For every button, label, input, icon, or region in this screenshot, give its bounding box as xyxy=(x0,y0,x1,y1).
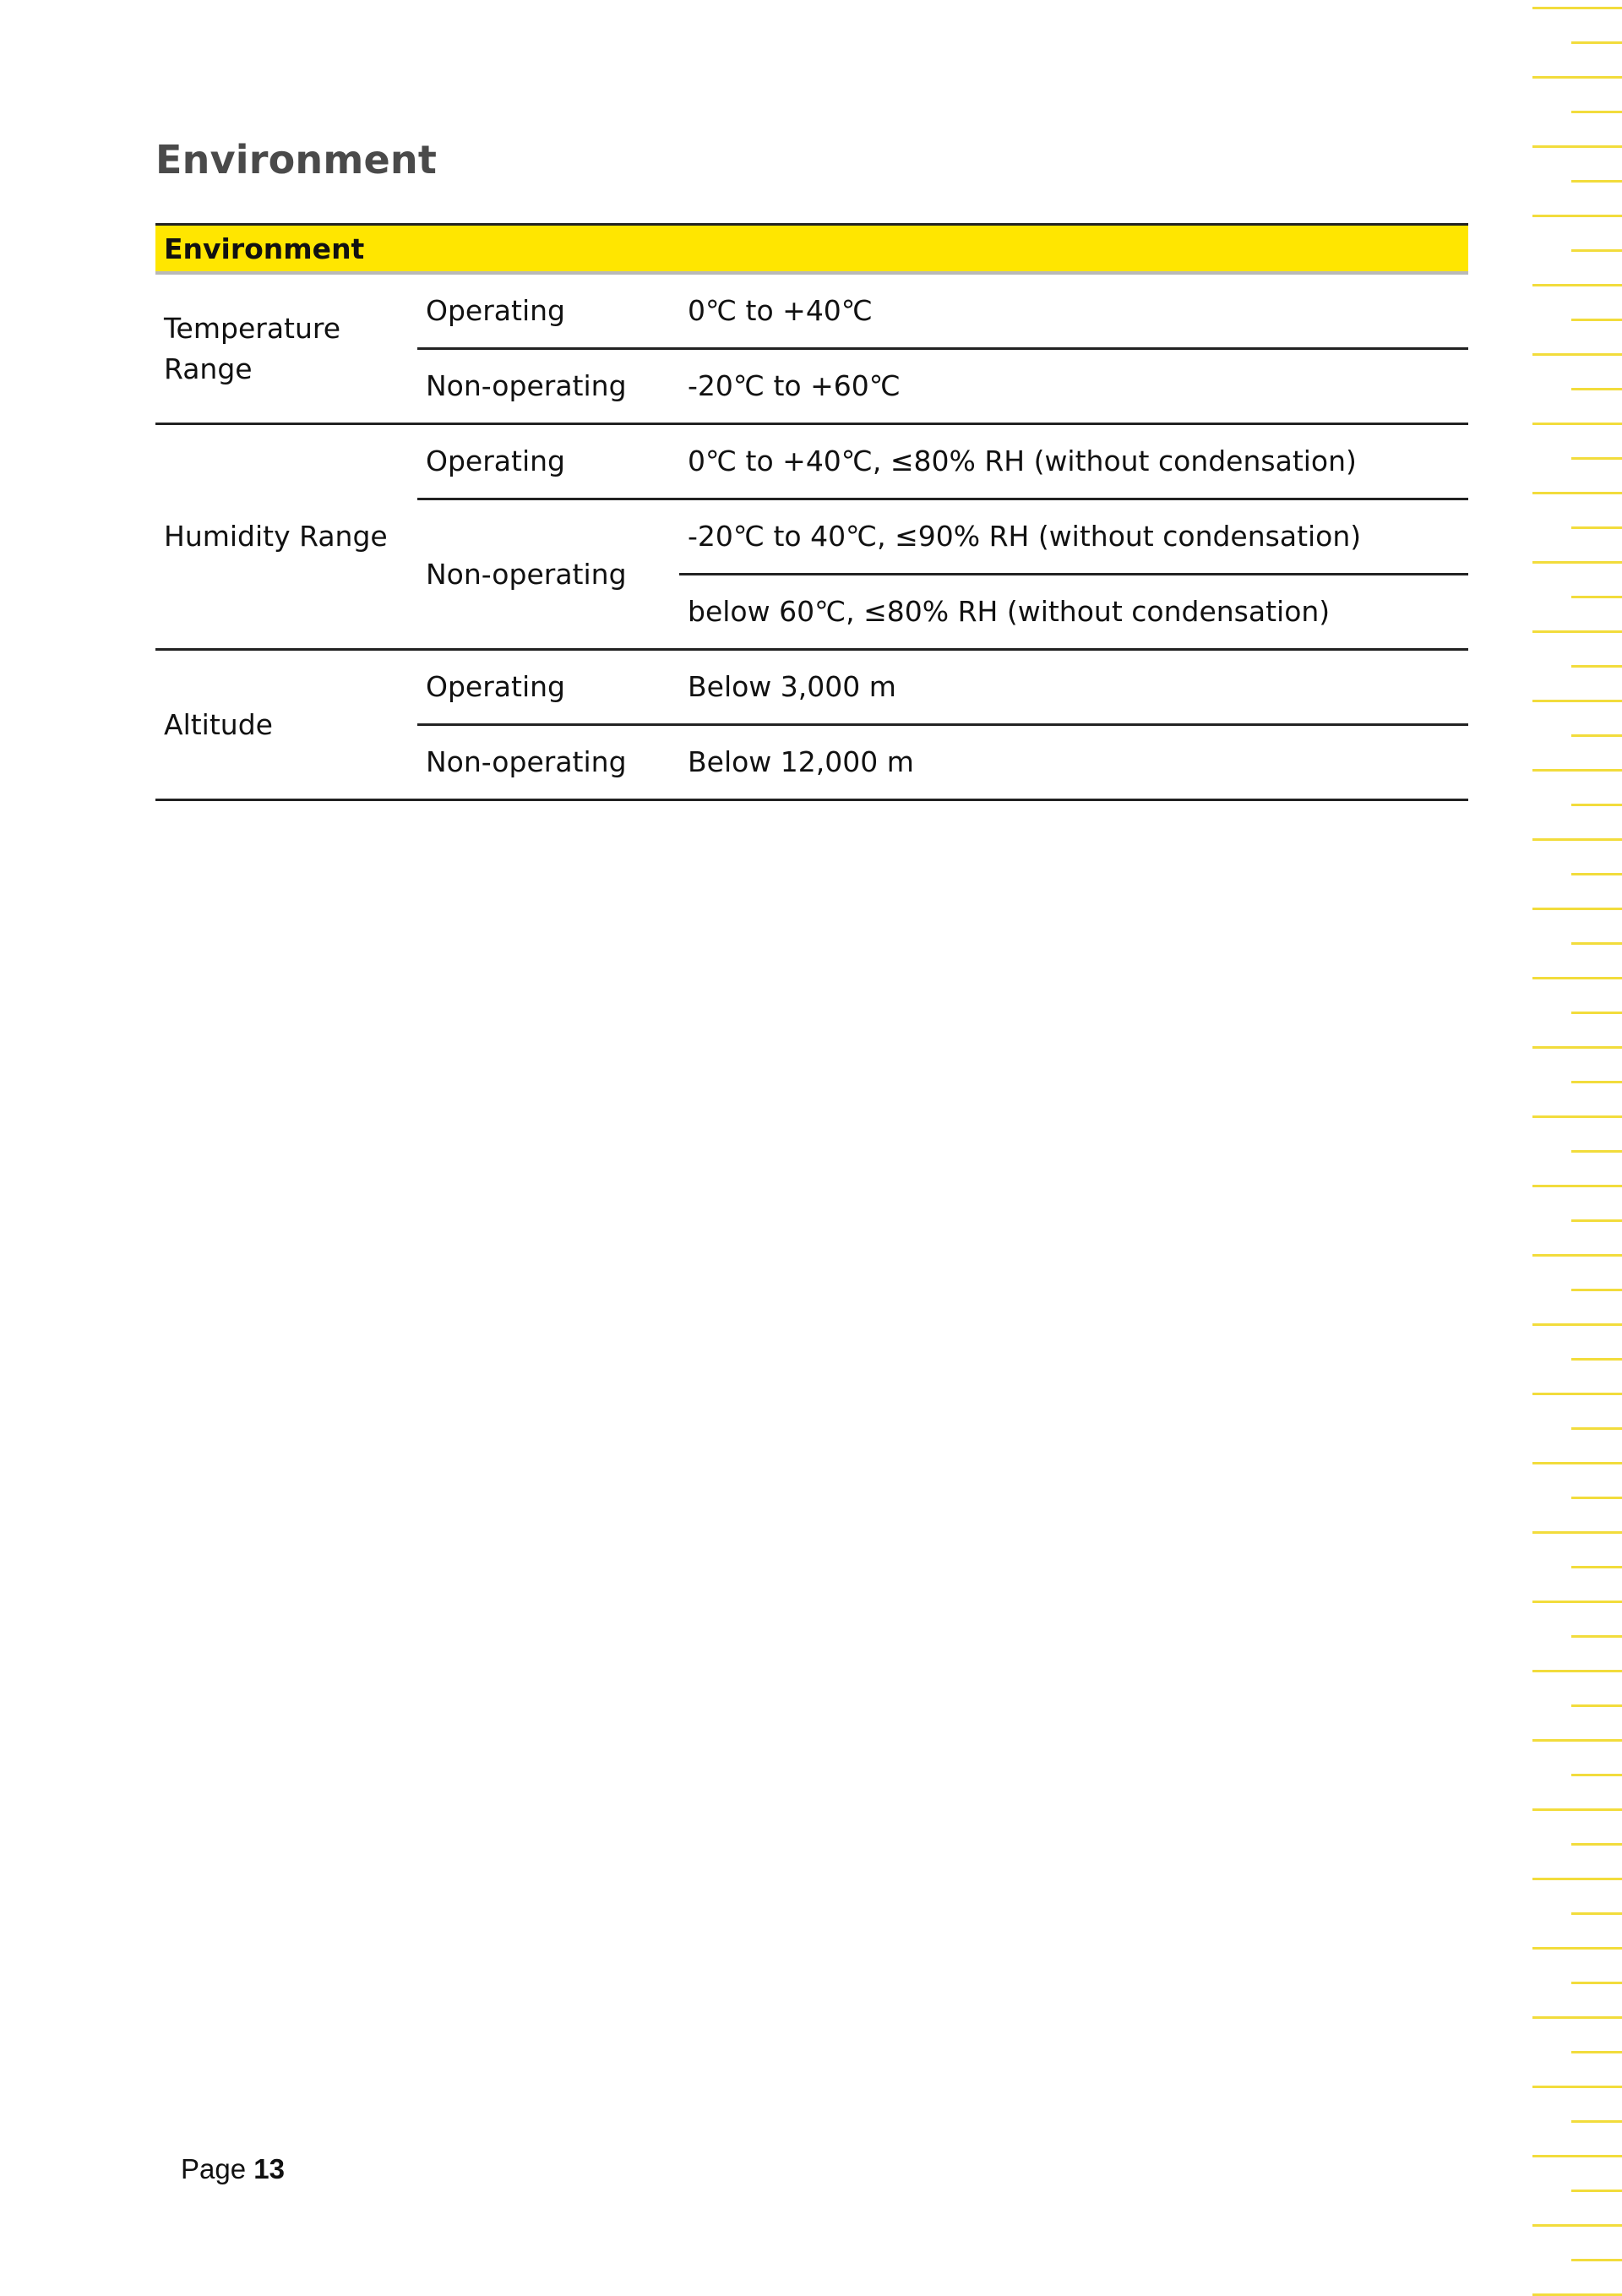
margin-stripe xyxy=(1532,2224,1622,2227)
margin-stripe xyxy=(1532,1462,1622,1464)
table-header: Environment xyxy=(155,225,1468,274)
margin-stripe xyxy=(1532,2086,1622,2088)
condition-cell: Operating xyxy=(417,424,679,499)
row-group-label-altitude: Altitude xyxy=(155,650,417,800)
page-title: Environment xyxy=(155,137,438,183)
condition-cell: Operating xyxy=(417,273,679,349)
margin-stripe xyxy=(1571,804,1622,806)
margin-stripe xyxy=(1532,1878,1622,1880)
margin-stripe xyxy=(1532,769,1622,772)
margin-stripe xyxy=(1571,1635,1622,1638)
condition-cell: Operating xyxy=(417,650,679,725)
table-row xyxy=(155,424,1468,499)
margin-stripe xyxy=(1571,2051,1622,2053)
margin-stripe xyxy=(1532,7,1622,9)
margin-stripe xyxy=(1532,1739,1622,1742)
margin-stripe xyxy=(1571,1912,1622,1915)
margin-stripe xyxy=(1532,1670,1622,1672)
margin-stripe xyxy=(1571,734,1622,737)
margin-stripe xyxy=(1532,1185,1622,1187)
margin-stripe xyxy=(1532,1254,1622,1257)
table-header-row xyxy=(155,225,1468,274)
table-row xyxy=(155,650,1468,725)
margin-stripe xyxy=(1571,1704,1622,1707)
margin-stripe xyxy=(1532,215,1622,217)
margin-stripe xyxy=(1571,1012,1622,1014)
margin-stripe xyxy=(1571,1427,1622,1430)
margin-stripe xyxy=(1571,1150,1622,1153)
condition-cell: Non-operating xyxy=(417,499,679,650)
margin-stripe xyxy=(1571,1843,1622,1846)
margin-stripe xyxy=(1532,2155,1622,2157)
margin-stripe xyxy=(1571,1982,1622,1984)
row-group-label-temperature: Temperature Range xyxy=(155,273,417,424)
margin-stripe xyxy=(1532,561,1622,564)
margin-stripe xyxy=(1571,1566,1622,1568)
value-cell: 0℃ to +40℃ xyxy=(679,273,1468,349)
margin-stripe xyxy=(1532,908,1622,910)
margin-stripe xyxy=(1571,388,1622,390)
margin-stripe xyxy=(1571,1081,1622,1083)
margin-stripe xyxy=(1571,1358,1622,1361)
margin-stripe xyxy=(1571,596,1622,598)
margin-stripe xyxy=(1532,1393,1622,1395)
margin-stripe xyxy=(1532,700,1622,702)
margin-stripe xyxy=(1571,942,1622,945)
margin-stripe xyxy=(1532,630,1622,633)
margin-stripe xyxy=(1571,111,1622,113)
row-group-label-humidity: Humidity Range xyxy=(155,424,417,650)
margin-stripe xyxy=(1571,1289,1622,1291)
value-cell: 0℃ to +40℃, ≤80% RH (without condensation) xyxy=(679,424,1468,499)
margin-stripe xyxy=(1532,1115,1622,1118)
margin-stripe xyxy=(1532,1947,1622,1950)
value-cell: Below 3,000 m xyxy=(679,650,1468,725)
margin-stripe xyxy=(1532,492,1622,494)
value-cell: below 60℃, ≤80% RH (without condensation) xyxy=(679,575,1468,650)
margin-stripe xyxy=(1571,873,1622,875)
margin-stripe xyxy=(1571,1774,1622,1776)
margin-stripe xyxy=(1571,457,1622,460)
margin-stripe xyxy=(1571,180,1622,183)
page-number: 13 xyxy=(253,2153,285,2184)
margin-stripe xyxy=(1532,145,1622,148)
page-footer xyxy=(181,2153,285,2185)
margin-stripe xyxy=(1571,249,1622,252)
margin-stripe xyxy=(1571,526,1622,529)
margin-stripe xyxy=(1532,1808,1622,1811)
condition-cell: Non-operating xyxy=(417,725,679,800)
margin-stripe-decoration xyxy=(1527,0,1622,2294)
margin-stripe xyxy=(1532,977,1622,979)
environment-spec-table xyxy=(155,223,1468,801)
margin-stripe xyxy=(1532,1601,1622,1603)
margin-stripe xyxy=(1532,1323,1622,1326)
value-cell: -20℃ to 40℃, ≤90% RH (without condensation) xyxy=(679,499,1468,575)
margin-stripe xyxy=(1532,1531,1622,1534)
margin-stripe xyxy=(1571,2120,1622,2123)
page-label: Page xyxy=(181,2153,247,2184)
margin-stripe xyxy=(1532,76,1622,79)
margin-stripe xyxy=(1532,423,1622,425)
margin-stripe xyxy=(1532,2016,1622,2019)
value-cell: Below 12,000 m xyxy=(679,725,1468,800)
margin-stripe xyxy=(1532,284,1622,286)
margin-stripe xyxy=(1532,838,1622,841)
margin-stripe xyxy=(1571,665,1622,668)
table-row xyxy=(155,273,1468,349)
condition-cell: Non-operating xyxy=(417,349,679,424)
margin-stripe xyxy=(1532,353,1622,356)
margin-stripe xyxy=(1571,319,1622,321)
margin-stripe xyxy=(1571,1219,1622,1222)
margin-stripe xyxy=(1571,41,1622,44)
value-cell: -20℃ to +60℃ xyxy=(679,349,1468,424)
margin-stripe xyxy=(1571,1497,1622,1499)
margin-stripe xyxy=(1571,2259,1622,2261)
margin-stripe xyxy=(1571,2190,1622,2192)
margin-stripe xyxy=(1532,1046,1622,1049)
